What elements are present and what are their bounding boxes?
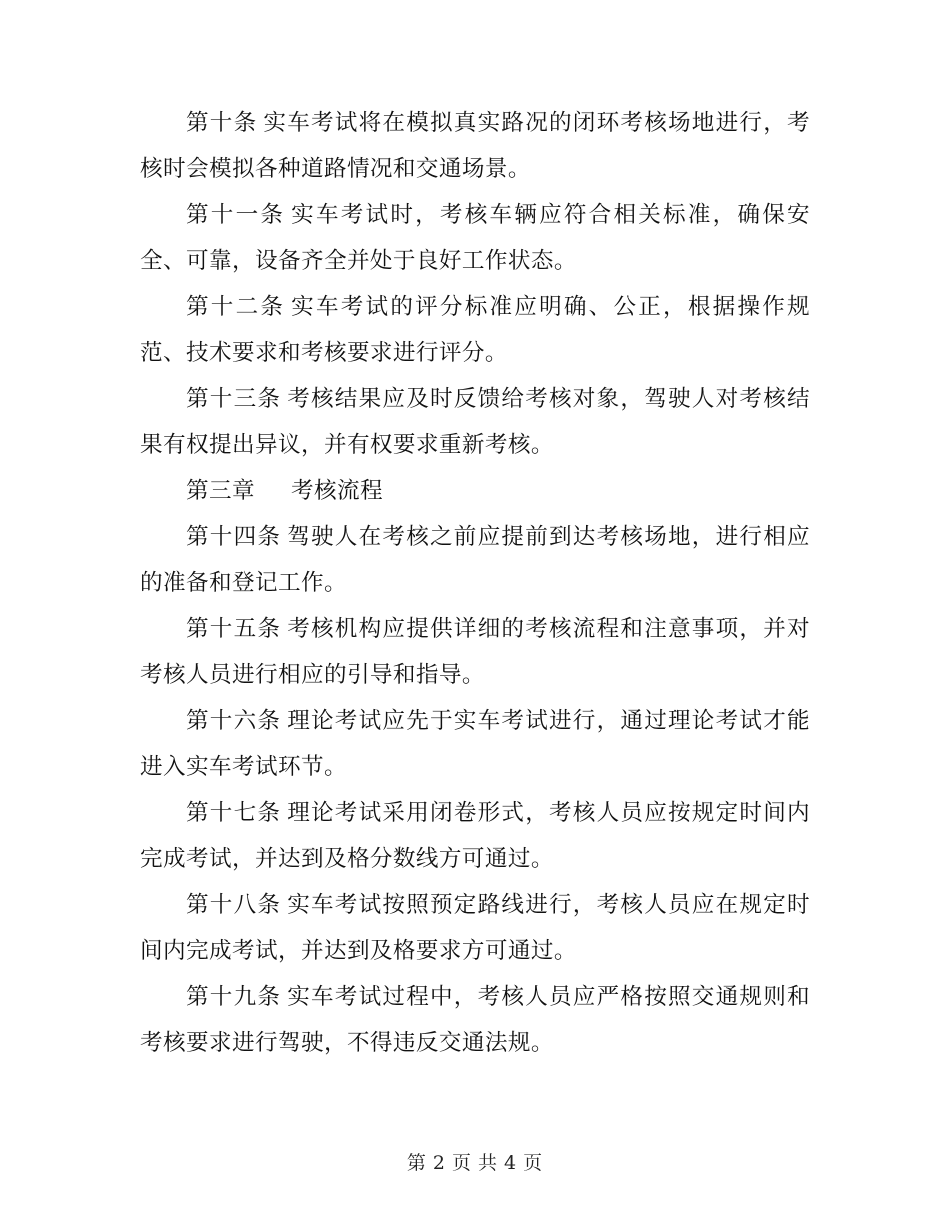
article-text: 实车考试按照预定路线进行，考核人员应在规定时间内完成考试，并达到及格要求方可通过。 (140, 892, 810, 964)
article-18 (140, 882, 810, 974)
article-text: 实车考试的评分标准应明确、公正，根据操作规范、技术要求和考核要求进行评分。 (140, 294, 810, 366)
article-number: 第十四条 (186, 524, 282, 550)
page-number: 2 (432, 1152, 446, 1174)
footer-prefix: 第 (406, 1152, 427, 1174)
article-text: 考核结果应及时反馈给考核对象，驾驶人对考核结果有权提出异议，并有权要求重新考核。 (140, 386, 810, 458)
page-footer (0, 1148, 950, 1175)
article-number: 第十三条 (186, 386, 282, 412)
article-number: 第十二条 (186, 294, 286, 320)
article-text: 实车考试过程中，考核人员应严格按照交通规则和考核要求进行驾驶，不得违反交通法规。 (140, 984, 810, 1056)
article-number: 第十六条 (186, 708, 282, 734)
article-text: 理论考试采用闭卷形式，考核人员应按规定时间内完成考试，并达到及格分数线方可通过。 (140, 800, 810, 872)
chapter-label: 第三章 (186, 478, 255, 504)
document-body (140, 100, 810, 1066)
article-16 (140, 698, 810, 790)
article-text: 考核机构应提供详细的考核流程和注意事项，并对考核人员进行相应的引导和指导。 (140, 616, 810, 688)
total-pages: 4 (504, 1152, 518, 1174)
article-12 (140, 284, 810, 376)
chapter-heading (140, 468, 810, 514)
article-number: 第十条 (186, 110, 258, 136)
chapter-title: 考核流程 (290, 478, 383, 504)
footer-total-word: 共 (478, 1152, 499, 1174)
article-number: 第十七条 (186, 800, 282, 826)
article-number: 第十九条 (186, 984, 282, 1010)
article-text: 驾驶人在考核之前应提前到达考核场地，进行相应的准备和登记工作。 (140, 524, 810, 596)
article-14 (140, 514, 810, 606)
article-17 (140, 790, 810, 882)
footer-suffix: 页 (523, 1152, 544, 1174)
article-13 (140, 376, 810, 468)
article-19 (140, 974, 810, 1066)
article-text: 实车考试时，考核车辆应符合相关标准，确保安全、可靠，设备齐全并处于良好工作状态。 (140, 202, 810, 274)
article-text: 理论考试应先于实车考试进行，通过理论考试才能进入实车考试环节。 (140, 708, 810, 780)
article-15 (140, 606, 810, 698)
article-11 (140, 192, 810, 284)
article-text: 实车考试将在模拟真实路况的闭环考核场地进行，考核时会模拟各种道路情况和交通场景。 (140, 110, 810, 182)
article-10 (140, 100, 810, 192)
article-number: 第十八条 (186, 892, 282, 918)
footer-page-word: 页 (451, 1152, 472, 1174)
article-number: 第十一条 (186, 202, 286, 228)
article-number: 第十五条 (186, 616, 282, 642)
